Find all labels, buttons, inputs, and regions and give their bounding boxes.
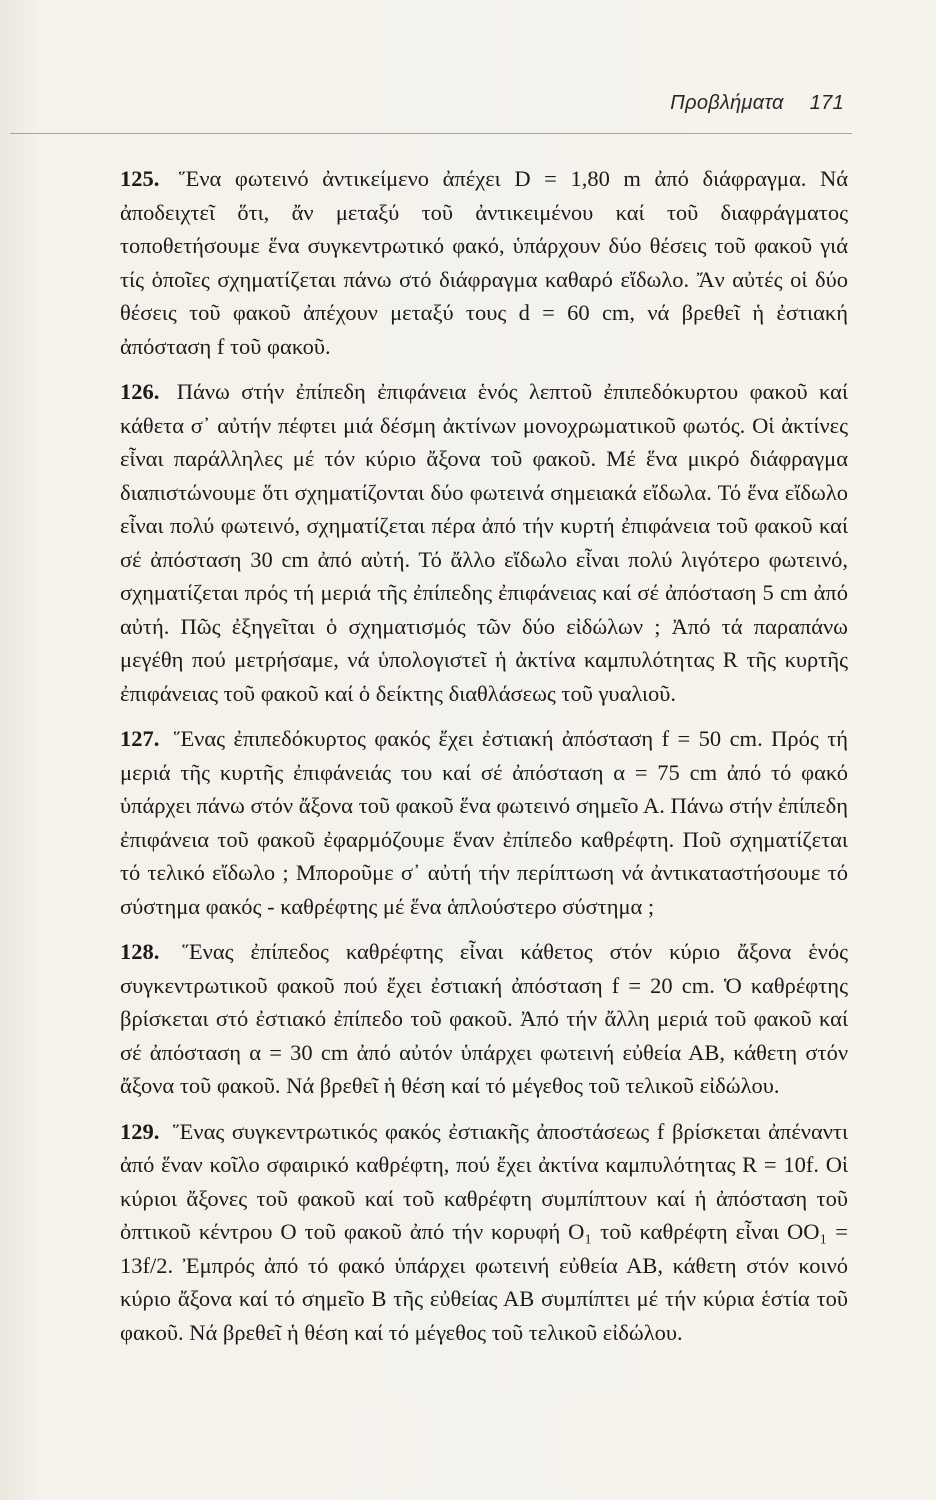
problem-number: 126. xyxy=(120,379,160,404)
problem-number: 127. xyxy=(120,726,160,751)
problem-number: 125. xyxy=(120,166,160,191)
problem-number: 129. xyxy=(120,1118,160,1144)
page-number: 171 xyxy=(809,92,844,114)
problem-list xyxy=(120,162,848,1361)
problem-127 xyxy=(120,722,848,923)
problem-128 xyxy=(120,935,848,1103)
problem-number: 128. xyxy=(120,939,160,964)
problem-text: Ἕνας ἐπιπεδόκυρτος φακός ἔχει ἐστιακή ἀπόσταση f = 50 cm. Πρός τή μεριά τῆς κυρτῆς ἐπιφάνειάς του καί σέ ἀπόσταση α = 75 cm ἀπό τό φακό ὑπάρχει πάνω στόν ἄξονα τοῦ φακοῦ ἕνα φωτεινό σημεῖο Α. Πάνω στήν ἐπίπεδη ἐπιφάνεια τοῦ φακοῦ ἐφαρμόζουμε ἕναν ἐπίπεδο καθρέφτη. Ποῦ σχηματίζεται τό τελικό εἴδωλο ; Μποροῦμε σ᾽ αὐτή τήν περίπτωση νά ἀντικαταστήσουμε τό σύστημα φακός - καθρέφτης μέ ἕνα ἁπλούστερο σύστημα ; xyxy=(120,726,849,919)
problem-125 xyxy=(120,162,848,363)
problem-text: Ἕνα φωτεινό ἀντικείμενο ἀπέχει D = 1,80 m ἀπό διάφραγμα. Νά ἀποδειχτεῖ ὅτι, ἄν μεταξύ τοῦ ἀντικειμένου καί τοῦ διαφράγματος τοποθετήσουμε ἕνα συγκεντρωτικό φακό, ὑπάρχουν δύο θέσεις τοῦ φακοῦ γιά τίς ὁποῖες σχηματίζεται πάνω στό διάφραγμα καθαρό εἴδωλο. Ἄν αὐτές οἱ δύο θέσεις τοῦ φακοῦ ἀπέχουν μεταξύ τους d = 60 cm, νά βρεθεῖ ἡ ἐστιακή ἀπόσταση f τοῦ φακοῦ. xyxy=(120,166,848,359)
header-rule xyxy=(10,133,852,134)
problem-129 xyxy=(120,1115,848,1350)
problem-text: Ἕνας ἐπίπεδος καθρέφτης εἶναι κάθετος στόν κύριο ἄξονα ἑνός συγκεντρωτικοῦ φακοῦ πού ἔχει ἐστιακή ἀπόσταση f = 20 cm. Ὁ καθρέφτης βρίσκεται στό ἐστιακό ἐπίπεδο τοῦ φακοῦ. Ἀπό τήν ἄλλη μεριά τοῦ φακοῦ καί σέ ἀπόσταση α = 30 cm ἀπό αὐτόν ὑπάρχει φωτεινή εὐθεία ΑΒ, κάθετη στόν ἄξονα τοῦ φακοῦ. Νά βρεθεῖ ἡ θέση καί τό μέγεθος τοῦ τελικοῦ εἰδώλου. xyxy=(120,939,848,1098)
running-header xyxy=(670,92,844,115)
problem-126 xyxy=(120,375,848,710)
problem-text: Πάνω στήν ἐπίπεδη ἐπιφάνεια ἑνός λεπτοῦ ἐπιπεδόκυρτου φακοῦ καί κάθετα σ᾽ αὐτήν πέφτει μιά δέσμη ἀκτίνων μονοχρωματικοῦ φωτός. Οἱ ἀκτίνες εἶναι παράλληλες μέ τόν κύριο ἄξονα τοῦ φακοῦ. Μέ ἕνα μικρό διάφραγμα διαπιστώνουμε ὅτι σχηματίζονται δύο φωτεινά σημειακά εἴδωλα. Τό ἕνα εἴδωλο εἶναι πολύ φωτεινό, σχηματίζεται πέρα ἀπό τήν κυρτή ἐπιφάνεια τοῦ φακοῦ καί σέ ἀπόσταση 30 cm ἀπό αὐτή. Τό ἄλλο εἴδωλο εἶναι πολύ λιγότερο φωτεινό, σχηματίζεται πρός τή μεριά τῆς ἐπίπεδης ἐπιφάνειας καί σέ ἀπόσταση 5 cm ἀπό αὐτή. Πῶς ἐξηγεῖται ὁ σχηματισμός τῶν δύο εἰδώλων ; Ἀπό τά παραπάνω μεγέθη πού μετρήσαμε, νά ὑπολογιστεῖ ἡ ἀκτίνα καμπυλότητας R τῆς κυρτῆς ἐπιφάνειας τοῦ φακοῦ καί ὁ δείκτης διαθλάσεως τοῦ γυαλιοῦ. xyxy=(120,379,848,706)
header-title: Προβλήματα xyxy=(670,92,784,114)
problem-text: Ἕνας συγκεντρωτικός φακός ἐστιακῆς ἀποστάσεως f βρίσκεται ἀπέναντι ἀπό ἕναν κοῖλο σφαιρικό καθρέφτη, πού ἔχει ἀκτίνα καμπυλότητας R = 10f. Οἱ κύριοι ἄξονες τοῦ φακοῦ καί τοῦ καθρέφτη συμπίπτουν καί ἡ ἀπόσταση τοῦ ὀπτικοῦ κέντρου Ο τοῦ φακοῦ ἀπό τήν κορυφή Ο₁ τοῦ καθρέφτη εἶναι ΟΟ₁ = 13f/2. Ἐμπρός ἀπό τό φακό ὑπάρχει φωτεινή εὐθεία ΑΒ, κάθετη στόν κοινό κύριο ἄξονα καί τό σημεῖο Β τῆς εὐθείας ΑΒ συμπίπτει μέ τήν κύρια ἑστία τοῦ φακοῦ. Νά βρεθεῖ ἡ θέση καί τό μέγεθος τοῦ τελικοῦ εἰδώλου. xyxy=(120,1118,849,1345)
